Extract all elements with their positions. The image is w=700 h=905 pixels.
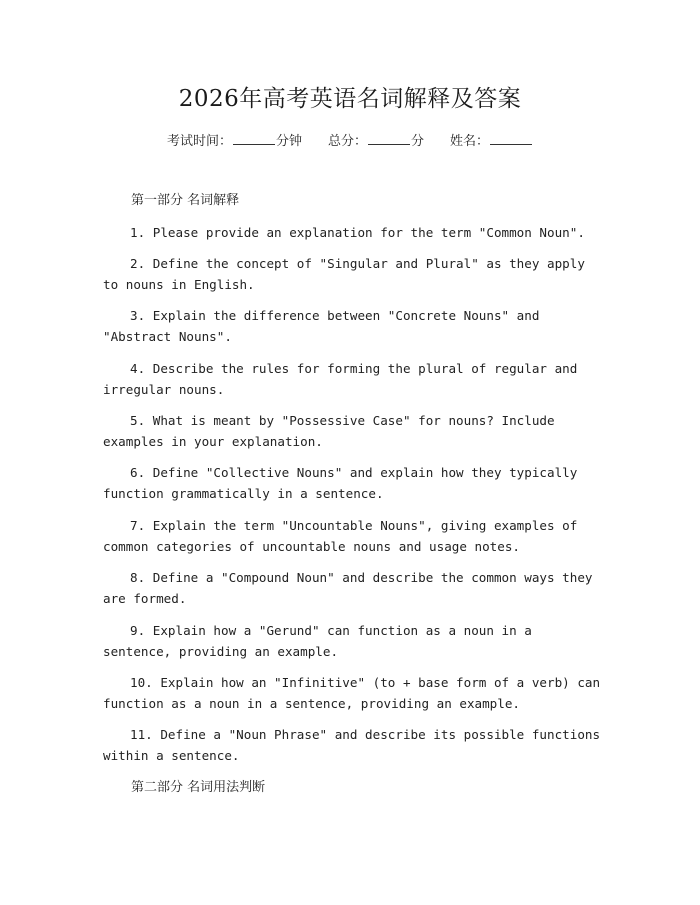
- question-7: [103, 516, 603, 557]
- question-text: 6. Define "Collective Nouns" and explain how they typically function grammatically in a sentence.: [103, 465, 578, 501]
- exam-score-unit: 分: [411, 134, 425, 149]
- question-text: 2. Define the concept of "Singular and Plural" as they apply to nouns in English.: [103, 256, 585, 292]
- question-8: [103, 568, 603, 609]
- exam-name-blank[interactable]: [490, 130, 532, 145]
- question-text: 11. Define a "Noun Phrase" and describe its possible functions within a sentence.: [103, 727, 601, 763]
- exam-time-blank[interactable]: [233, 130, 275, 145]
- question-4: [103, 359, 603, 400]
- question-2: [103, 254, 603, 295]
- question-9: [103, 621, 603, 662]
- question-text: 5. What is meant by "Possessive Case" for nouns? Include examples in your explanation.: [103, 413, 555, 449]
- question-text: 4. Describe the rules for forming the plural of regular and irregular nouns.: [103, 361, 578, 397]
- exam-score-blank[interactable]: [368, 130, 410, 145]
- document-title: 2026年高考英语名词解释及答案: [178, 86, 522, 112]
- question-text: 3. Explain the difference between "Concrete Nouns" and "Abstract Nouns".: [103, 308, 540, 344]
- question-3: [103, 306, 603, 347]
- exam-time-unit: 分钟: [275, 134, 302, 149]
- exam-info-line: [0, 130, 700, 152]
- question-text: 9. Explain how a "Gerund" can function as a noun in a sentence, providing an example.: [103, 623, 532, 659]
- question-text: 10. Explain how an "Infinitive" (to + base form of a verb) can function as a noun in a sentence, providing an example.: [103, 675, 601, 711]
- question-6: [103, 463, 603, 504]
- question-10: [103, 673, 603, 714]
- question-11: [103, 725, 603, 766]
- question-text: 8. Define a "Compound Noun" and describe the common ways they are formed.: [103, 570, 593, 606]
- exam-score-label: 总分：: [327, 134, 367, 149]
- exam-time-label: 考试时间：: [166, 134, 232, 149]
- section-heading-part-one: 第一部分 名词解释: [131, 193, 240, 208]
- question-text: 7. Explain the term "Uncountable Nouns", giving examples of common categories of uncountable nouns and usage notes.: [103, 518, 578, 554]
- question-5: [103, 411, 603, 452]
- exam-name-label: 姓名：: [450, 134, 490, 149]
- question-1: [103, 223, 603, 244]
- question-text: 1. Please provide an explanation for the term "Common Noun".: [130, 225, 585, 240]
- section-heading-part-two: 第二部分 名词用法判断: [131, 780, 266, 795]
